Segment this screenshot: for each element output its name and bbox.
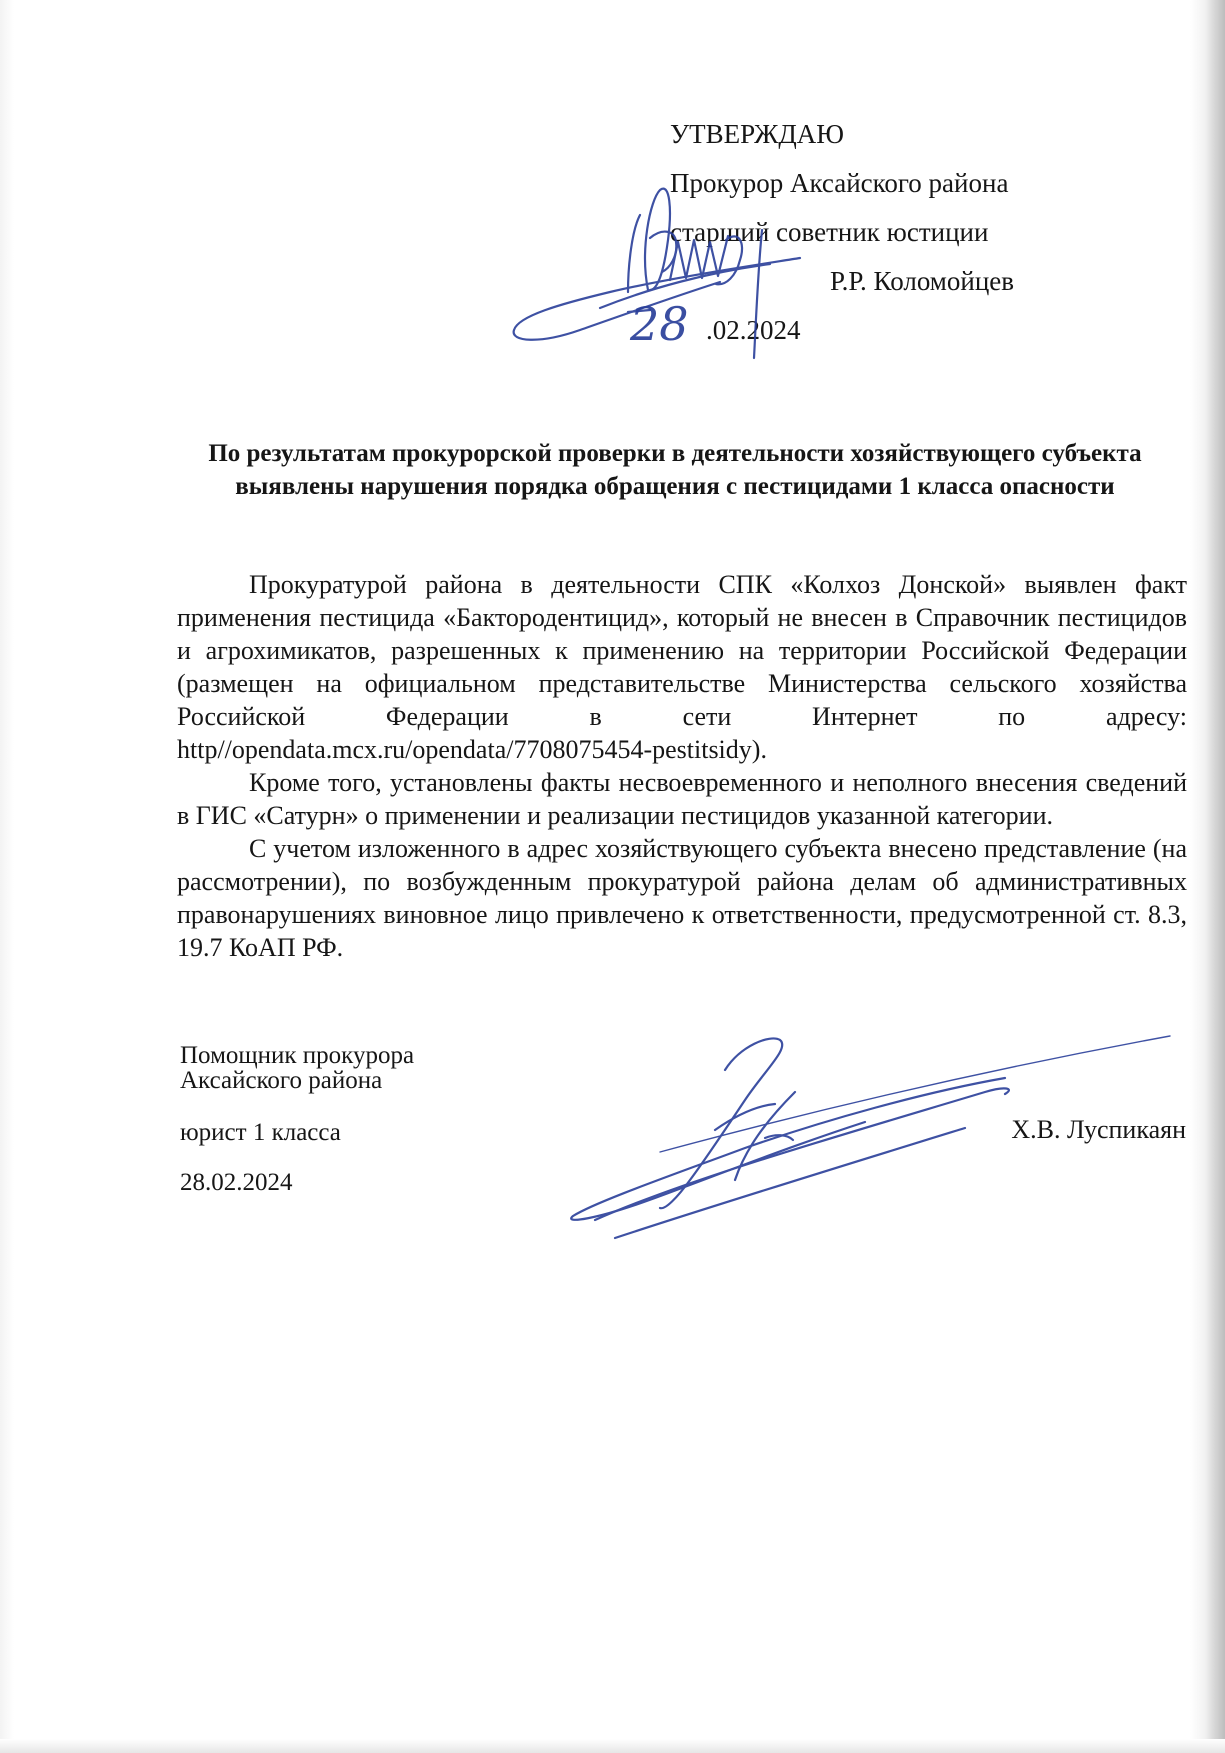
- approval-date-suffix: .02.2024: [706, 315, 801, 345]
- signatory-position-line2: Аксайского района: [180, 1067, 383, 1094]
- approval-handwritten-day: 28: [630, 297, 689, 351]
- approval-position: Прокурор Аксайского района: [670, 168, 1009, 198]
- signatory-rank: юрист 1 класса: [180, 1119, 341, 1146]
- approval-name: Р.Р. Коломойцев: [830, 266, 1015, 296]
- paragraph: Кроме того, установлены факты несвоевременного и неполного внесения сведений в ГИС «Сатурн» о применении и реализации пестицидов указанной категории.: [177, 768, 1187, 830]
- scan-edge: [0, 1739, 1225, 1753]
- document-body: [177, 568, 1187, 964]
- signatory-position-line1: Помощник прокурора: [180, 1042, 415, 1069]
- document-title: По результатам прокурорской проверки в деятельности хозяйствующего субъекта выявлены нарушения порядка обращения с пестицидами 1 класса опасности: [208, 440, 1142, 500]
- signatory-date: 28.02.2024: [180, 1169, 293, 1196]
- approval-block: [670, 110, 1014, 355]
- approval-date: [670, 306, 1014, 355]
- approval-rank: старший советник юстиции: [670, 217, 989, 247]
- signatory-block: [180, 1043, 414, 1197]
- paragraph: С учетом изложенного в адрес хозяйствующего субъекта внесено представление (на рассмотрении), по возбужденным прокуратурой района делам об административных правонарушениях виновное лицо привлечено к ответственности, предусмотренной ст. 8.3, 19.7 КоАП РФ.: [177, 834, 1187, 962]
- signatory-name: Х.В. Луспикаян: [1011, 1115, 1186, 1144]
- paragraph: Прокуратурой района в деятельности СПК «Колхоз Донской» выявлен факт применения пестицида «Бактородентицид», который не внесен в Справочник пестицидов и агрохимикатов, разрешенных к применению на территории Российской Федерации (размещен на официальном представительстве Министерства сельского хозяйства Российской Федерации в сети Интернет по адресу: http//opendata.mcx.ru/opendata/7708075454-pestitsidy).: [177, 570, 1187, 764]
- approval-heading: УТВЕРЖДАЮ: [670, 119, 845, 149]
